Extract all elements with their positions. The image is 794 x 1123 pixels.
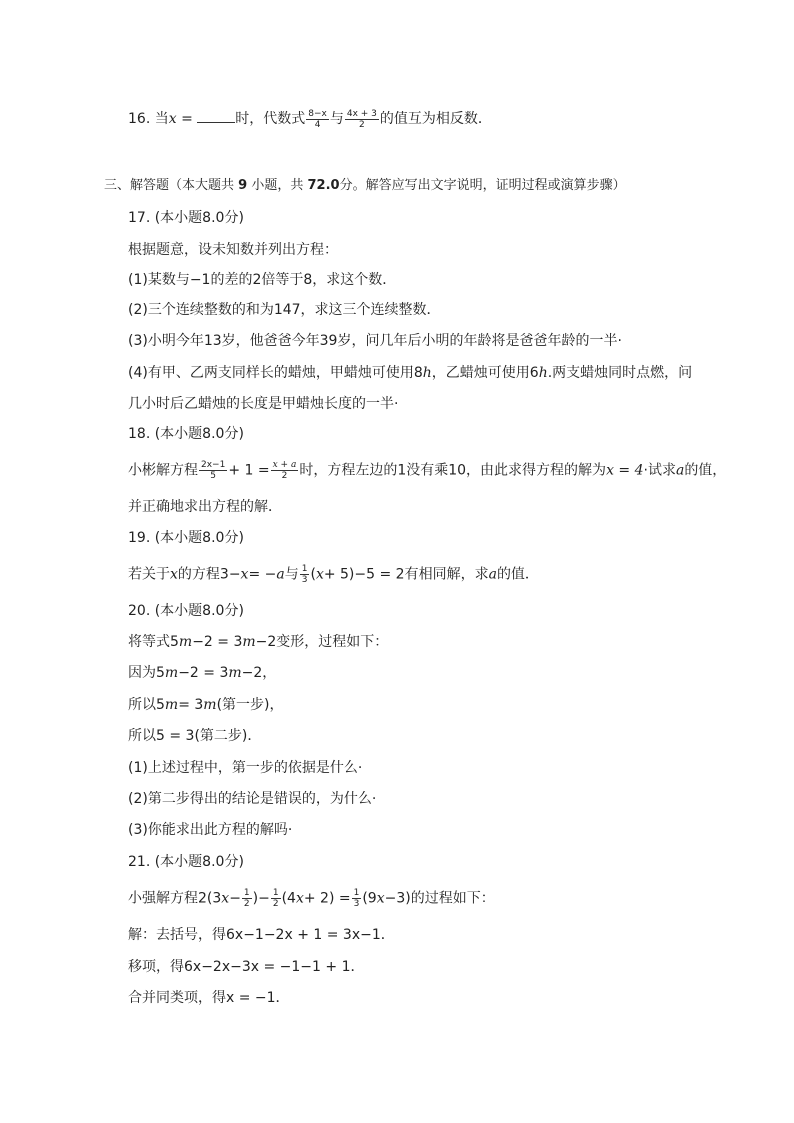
section-heading: 三、解答题（本大题共 9 小题，共 72.0分。解答应写出文字说明，证明过程或演算步骤） (104, 178, 626, 193)
fraction: $\frac{4x + 3}{2}$ (346, 108, 377, 130)
question-17-part-1: (1)某数与−1的差的2倍等于8，求这个数． (128, 272, 397, 288)
question-18-body: 小彬解方程 $\frac{2x-1}{5}$ + 1 = $\frac{x + a}{2}$ 时，方程左边的1没有乘10，由此求得方程的解为x = 4·试求a的值， (128, 460, 727, 481)
question-21-step-1: 解：去括号，得6x−1−2x + 1 = 3x−1． (128, 927, 395, 943)
question-17-part-3: (3)小明今年13岁，他爸爸今年39岁，问几年后小明的年龄将是爸爸年龄的一半· (128, 333, 622, 349)
fraction: $\frac{8-x}{4}$ (308, 108, 327, 130)
question-20-line-4: 所以5 = 3(第二步)． (128, 728, 262, 744)
question-16: 16. 当x = 时，代数式 $\frac{8-x}{4}$ 与 $\frac{4x + 3}{2}$ 的值互为相反数． (128, 108, 492, 130)
question-17-part-4-cont: 几小时后乙蜡烛的长度是甲蜡烛长度的一半· (128, 396, 399, 412)
fraction: $\frac{1}{2}$ (272, 888, 279, 909)
question-17-part-4: (4)有甲、乙两支同样长的蜡烛，甲蜡烛可使用8h，乙蜡烛可使用6h.两支蜡烛同时点燃，问 (128, 365, 693, 381)
question-19-body: 若关于x的方程3−x= −a与 $\frac{1}{3}$ (x+ 5)−5 = 2有相同解，求a的值． (128, 564, 539, 585)
answer-blank (197, 108, 235, 123)
question-21-step-2: 移项，得6x−2x−3x = −1−1 + 1． (128, 959, 365, 975)
question-17-part-2: (2)三个连续整数的和为147，求这三个连续整数． (128, 302, 441, 318)
question-18-header: 18. (本小题8.0分) (128, 426, 244, 442)
fraction: $\frac{x + a}{2}$ (272, 460, 297, 481)
question-18-body-cont: 并正确地求出方程的解． (128, 499, 282, 515)
question-17-header: 17. (本小题8.0分) (128, 210, 244, 226)
question-21-body: 小强解方程2(3x− $\frac{1}{2}$ )− $\frac{1}{2}$ (4x+ 2) = $\frac{1}{3}$ (9x−3)的过程如下： (128, 888, 495, 909)
fraction: $\frac{1}{3}$ (301, 564, 308, 585)
fraction: $\frac{1}{2}$ (243, 888, 250, 909)
fraction: $\frac{1}{3}$ (353, 888, 360, 909)
fraction: $\frac{2x-1}{5}$ (201, 460, 226, 481)
question-number: 16. (128, 111, 151, 127)
question-19-header: 19. (本小题8.0分) (128, 530, 244, 546)
question-20-part-1: (1)上述过程中，第一步的依据是什么· (128, 760, 363, 776)
question-20-line-3: 所以5m= 3m(第一步)， (128, 697, 284, 713)
question-20-line-2: 因为5m−2 = 3m−2， (128, 665, 277, 681)
question-20-line-1: 将等式5m−2 = 3m−2变形，过程如下： (128, 634, 389, 650)
question-21-header: 21. (本小题8.0分) (128, 854, 244, 870)
question-17-intro: 根据题意，设未知数并列出方程： (128, 242, 338, 258)
question-20-header: 20. (本小题8.0分) (128, 603, 244, 619)
question-20-part-3: (3)你能求出此方程的解吗· (128, 822, 293, 838)
question-20-part-2: (2)第二步得出的结论是错误的，为什么· (128, 791, 377, 807)
question-21-step-3: 合并同类项，得x = −1． (128, 990, 290, 1006)
